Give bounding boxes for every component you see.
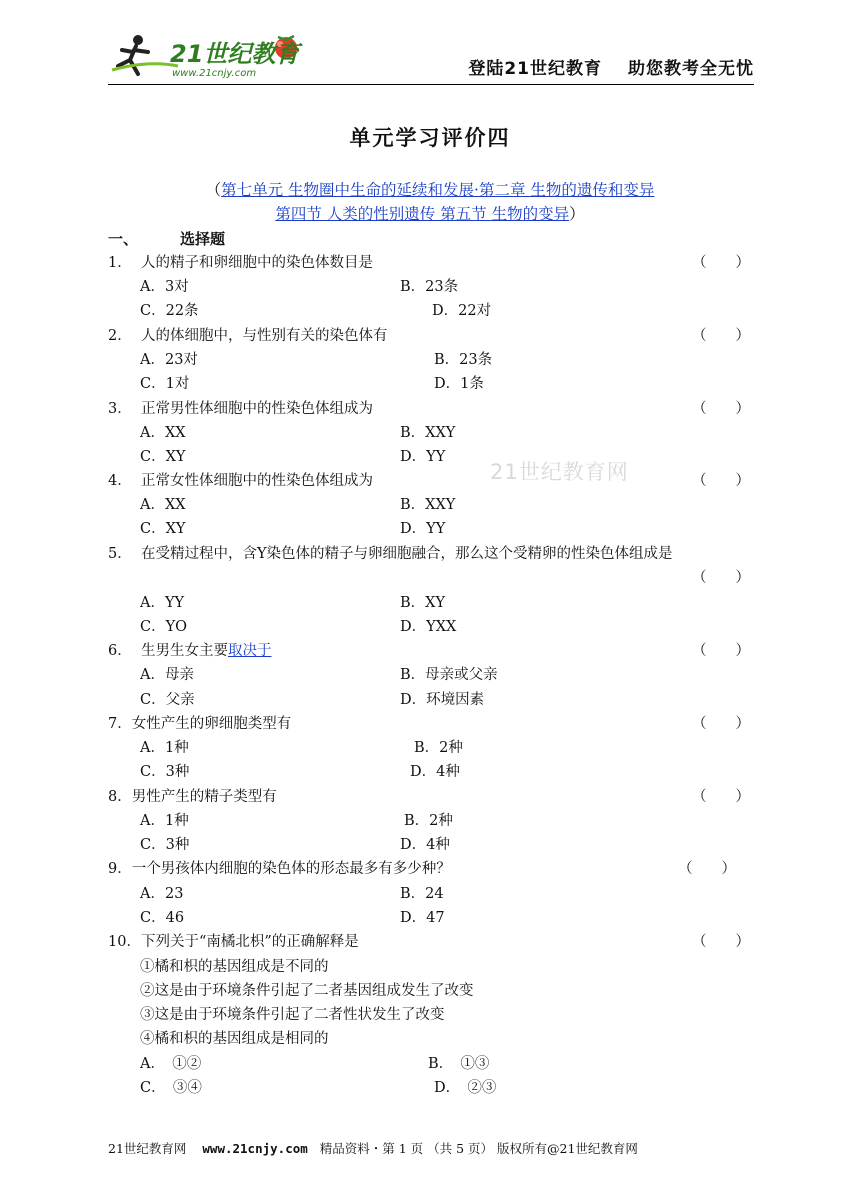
- question-number: 4．: [108, 473, 132, 489]
- question-text: 人的精子和卵细胞中的染色体数目是: [140, 255, 373, 271]
- option-b: B． ①③: [428, 1056, 490, 1072]
- option-c: C．XY: [140, 449, 186, 465]
- question-1: [108, 252, 373, 274]
- option-b: B．2种: [404, 813, 453, 829]
- answer-bracket: （ ）: [692, 934, 750, 950]
- question-text: 女性产生的卵细胞类型有: [131, 716, 292, 732]
- answer-bracket: （ ）: [692, 328, 750, 344]
- subtitle-line-1: [0, 178, 860, 202]
- question-6: [108, 640, 271, 662]
- statement-1: ①橘和枳的基因组成是不同的: [140, 959, 329, 975]
- section-name: 选择题: [180, 230, 226, 248]
- question-text: 生男生女主要: [140, 643, 228, 659]
- option-d: D．47: [400, 910, 445, 926]
- question-text: 在受精过程中，含Y染色体的精子与卵细胞融合，那么这个受精卵的性染色体组成是: [140, 546, 673, 562]
- answer-bracket: （ ）: [692, 716, 750, 732]
- svg-text:www.21cnjy.com: www.21cnjy.com: [172, 68, 257, 79]
- question-4: [108, 470, 373, 492]
- option-c: C．22条: [140, 303, 199, 319]
- watermark: 21世纪教育网: [490, 460, 629, 484]
- option-d: D．4种: [400, 837, 450, 853]
- option-d: D．环境因素: [400, 692, 485, 708]
- question-number: 8．: [108, 789, 132, 805]
- page-title: 单元学习评价四: [349, 126, 511, 150]
- page-footer: [108, 1139, 638, 1157]
- question-3: [108, 398, 373, 420]
- option-a: A．YY: [140, 595, 185, 611]
- option-d: D．YY: [400, 521, 446, 537]
- option-d: D．22对: [432, 303, 492, 319]
- subtitle-open-paren: （: [205, 181, 222, 199]
- question-number: 2．: [108, 328, 132, 344]
- section-number: 一、: [108, 230, 139, 248]
- question-9: [108, 858, 451, 880]
- answer-bracket: （ ）: [678, 861, 736, 877]
- subtitle-close-paren: ）: [569, 205, 585, 223]
- option-c: C．3种: [140, 764, 190, 780]
- statement-3: ③这是由于环境条件引起了二者性状发生了改变: [140, 1007, 445, 1023]
- subtitle-link-2[interactable]: 第四节 人类的性别遗传 第五节 生物的变异: [275, 205, 570, 223]
- option-a: A．23对: [140, 352, 198, 368]
- option-c: C． ③④: [140, 1080, 202, 1096]
- answer-bracket: （ ）: [692, 401, 750, 417]
- option-b: B．母亲或父亲: [400, 667, 498, 683]
- section-heading: [108, 228, 225, 249]
- option-a: A．XX: [140, 425, 186, 441]
- question-10: [108, 931, 359, 953]
- option-d: D． ②③: [434, 1080, 497, 1096]
- question-text: 人的体细胞中，与性别有关的染色体有: [140, 328, 388, 344]
- header-divider: [108, 84, 754, 85]
- answer-bracket: （ ）: [692, 643, 750, 659]
- answer-bracket: （ ）: [692, 789, 750, 805]
- option-b: B．XXY: [400, 425, 456, 441]
- subtitle-line-2: [0, 202, 860, 226]
- option-d: D．4种: [410, 764, 460, 780]
- answer-bracket: （ ）: [692, 570, 750, 586]
- option-b: B．XY: [400, 595, 446, 611]
- option-a: A．母亲: [140, 667, 194, 683]
- question-number: 10．: [108, 934, 141, 950]
- option-a: A．23: [140, 886, 184, 902]
- question-text: 正常女性体细胞中的性染色体组成为: [140, 473, 373, 489]
- option-d: D．1条: [434, 376, 484, 392]
- option-b: B．XXY: [400, 497, 456, 513]
- answer-bracket: （ ）: [692, 255, 750, 271]
- slogan-left: 登陆21世纪教育: [468, 59, 602, 79]
- option-b: B．23条: [434, 352, 493, 368]
- option-a: A．1种: [140, 740, 189, 756]
- header-slogan: [468, 54, 754, 79]
- question-7: [108, 713, 291, 735]
- subtitle-link-1[interactable]: 第七单元 生物圈中生命的延续和发展·第二章 生物的遗传和变异: [221, 181, 655, 199]
- option-a: A．1种: [140, 813, 189, 829]
- question-text: 下列关于“南橘北枳”的正确解释是: [140, 934, 359, 950]
- question-text: 一个男孩体内细胞的染色体的形态最多有多少种？: [131, 861, 451, 877]
- question-number: 7．: [108, 716, 132, 732]
- option-d: D．YY: [400, 449, 446, 465]
- question-number: 5．: [108, 546, 132, 562]
- page-header: [108, 28, 754, 84]
- option-c: C．父亲: [140, 692, 195, 708]
- option-d: D．YXX: [400, 619, 457, 635]
- question-number: 1．: [108, 255, 132, 271]
- option-a: A． ①②: [140, 1056, 202, 1072]
- option-a: A．XX: [140, 497, 186, 513]
- svg-text:21世纪教育: 21世纪教育: [170, 40, 300, 68]
- option-c: C．XY: [140, 521, 186, 537]
- question-8: [108, 786, 277, 808]
- option-c: C．1对: [140, 376, 190, 392]
- question-text: 正常男性体细胞中的性染色体组成为: [140, 401, 373, 417]
- question-5: [108, 543, 673, 565]
- statement-2: ②这是由于环境条件引起了二者基因组成发生了改变: [140, 983, 474, 999]
- option-c: C．3种: [140, 837, 190, 853]
- slogan-right: 助您教考全无忧: [628, 59, 754, 79]
- option-a: A．3对: [140, 279, 189, 295]
- question-number: 6．: [108, 643, 132, 659]
- question-6-link[interactable]: 取决于: [227, 643, 272, 659]
- footer-site-link[interactable]: www.21cnjy.com: [202, 1141, 308, 1156]
- question-number: 9．: [108, 861, 132, 877]
- site-logo: [108, 30, 308, 82]
- answer-bracket: （ ）: [692, 473, 750, 489]
- question-number: 3．: [108, 401, 132, 417]
- logo-graphic: [108, 30, 308, 82]
- option-b: B．2种: [414, 740, 463, 756]
- option-c: C．46: [140, 910, 185, 926]
- statement-4: ④橘和枳的基因组成是相同的: [140, 1031, 329, 1047]
- option-b: B．24: [400, 886, 444, 902]
- footer-left: 21世纪教育网: [108, 1141, 187, 1156]
- question-2: [108, 325, 387, 347]
- question-text: 男性产生的精子类型有: [131, 789, 277, 805]
- option-c: C．YO: [140, 619, 188, 635]
- option-b: B．23条: [400, 279, 459, 295]
- footer-right: 精品资料・第 1 页 （共 5 页） 版权所有@21世纪教育网: [319, 1141, 638, 1156]
